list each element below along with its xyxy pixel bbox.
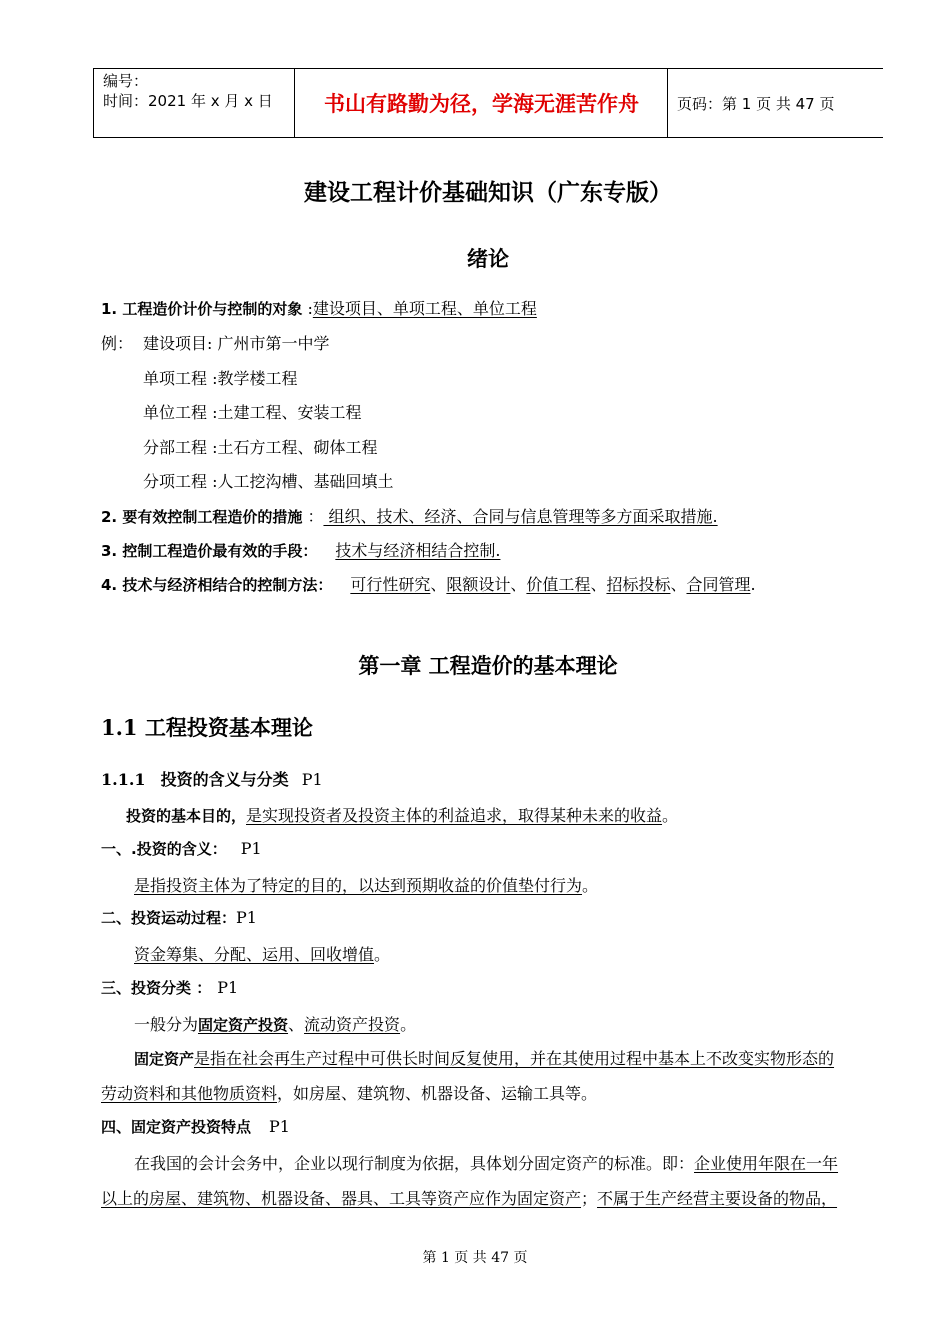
heading-2-label: 二、投资运动过程： [101,909,237,927]
header-meta [103,71,273,111]
current-asset-investment: 流动资产投资 [304,1015,401,1034]
item-2-value: 组织、技术、经济、合同与信息管理等多方面采取措施. [323,507,718,526]
example-row [143,400,362,423]
header-motto: 书山有路勤为径，学海无涯苦作舟 [324,91,639,116]
heading-1-end: 。 [582,876,599,895]
subsection-title: 投资的含义与分类 [160,770,289,789]
heading-2 [101,907,257,928]
heading-2-ref: P1 [236,908,257,927]
example-term: 分部工程 [143,438,208,457]
method-item: 价值工程 [526,575,591,594]
example-row [143,435,378,458]
example-value: 广州市第一中学 [217,334,330,353]
heading-1-text [134,873,598,896]
accounting-exclusion: 不属于生产经营主要设备的物品， [597,1189,838,1208]
example-term: 分项工程 [143,472,208,491]
example-label: 例： [101,334,134,353]
example-value: 教学楼工程 [217,369,298,388]
purpose-end: 。 [662,806,679,825]
purpose-label: 投资的基本目的， [126,807,247,825]
heading-1-ref: P1 [240,839,262,858]
header-border-left [93,69,94,137]
document-title: 建设工程计价基础知识（广东专版） [304,179,672,206]
heading-3-text [134,1012,416,1035]
method-sep: 、 [670,575,687,594]
heading-4 [101,1116,290,1137]
example-sep: : [207,472,218,491]
heading-3-label: 三、投资分类 ： [101,979,212,997]
subsection-heading [101,767,323,790]
item-3 [101,538,500,561]
fixed-asset-examples: ，如房屋、建筑物、机器设备、运输工具等。 [277,1084,598,1103]
page-footer: 第 1 页 共 47 页 [422,1250,528,1266]
intro-heading: 绪论 [467,246,509,271]
fixed-asset-def: 是指在社会再生产过程中可供长时间反复使用，并在其使用过程中基本上不改变实物形态的 [194,1049,835,1068]
example-row [143,331,330,354]
item-1-label: 1. 工程造价计价与控制的对象 [101,300,303,318]
heading-4-ref: P1 [269,1117,290,1136]
example-row [143,469,394,492]
item-1-value: 建设项目、单项工程、单位工程 [312,299,537,318]
section-title: 1.1 工程投资基本理论 [101,715,313,740]
subsection-number: 1.1.1 [101,770,146,789]
method-sep: 、 [590,575,607,594]
heading-3 [101,977,238,998]
header-number-label: 编号： [103,72,149,90]
example-value: 土建工程、安装工程 [217,403,362,422]
fixed-asset-def-cont: 劳动资料和其他物质资料 [101,1084,278,1103]
heading-2-def: 资金筹集、分配、运用、回收增值 [134,945,375,964]
heading-2-end: 。 [374,945,391,964]
heading-1-def: 是指投资主体为了特定的目的，以达到预期收益的价值垫付行为 [134,876,583,895]
purpose-line [126,803,678,826]
item-4-label: 4. 技术与经济相结合的控制方法： [101,576,333,594]
accounting-criteria-cont: 以上的房屋、建筑物、机器设备、器具、工具等资产应作为固定资产 [101,1189,582,1208]
method-item: 招标投标 [606,575,671,594]
example-sep: : [207,369,218,388]
example-term: 建设项目 [143,334,208,353]
purpose-value: 是实现投资者及投资主体的利益追求，取得某种未来的收益 [246,806,663,825]
heading-1 [101,838,262,859]
method-item: 合同管理 [686,575,751,594]
item-2-label: 2. 要有效控制工程造价的措施 [101,508,303,526]
method-sep: 、 [510,575,527,594]
item-4 [101,572,756,595]
item-2 [101,504,718,527]
item-1 [101,296,537,319]
item-2-colon: ： [302,507,324,526]
method-end: . [750,575,756,594]
accounting-line-2 [101,1186,837,1209]
heading-3-sep: 、 [288,1015,305,1034]
example-row [143,366,298,389]
header-time-label: 时间：2021 年 x 月 x 日 [103,92,273,110]
accounting-pre: 在我国的会计会务中，企业以现行制度为依据，具体划分固定资产的标准。即： [134,1154,695,1173]
fixed-asset-line-2 [101,1081,597,1104]
heading-1-label: 一、.投资的含义： [101,840,227,858]
accounting-line-1 [134,1151,838,1174]
accounting-sep: ； [581,1189,598,1208]
method-item: 可行性研究 [350,575,431,594]
fixed-asset-line-1 [134,1046,834,1069]
example-sep: : [207,334,218,353]
example-sep: : [207,438,218,457]
example-term: 单项工程 [143,369,208,388]
method-item: 限额设计 [446,575,511,594]
example-value: 人工挖沟槽、基础回填土 [217,472,394,491]
item-1-colon: : [302,299,313,318]
page-header [93,68,883,138]
heading-3-end: 。 [400,1015,417,1034]
item-3-label: 3. 控制工程造价最有效的手段： [101,542,318,560]
fixed-asset-investment: 固定资产投资 [198,1016,289,1034]
heading-2-text [134,942,390,965]
heading-3-pre: 一般分为 [134,1015,199,1034]
heading-4-label: 四、固定资产投资特点 [101,1118,252,1136]
accounting-criteria: 企业使用年限在一年 [694,1154,839,1173]
chapter-title: 第一章 工程造价的基本理论 [358,653,618,678]
item-3-value: 技术与经济相结合控制. [335,541,501,560]
fixed-asset-label: 固定资产 [134,1050,195,1068]
heading-3-ref: P1 [217,978,239,997]
subsection-ref: P1 [301,770,323,789]
example-sep: : [207,403,218,422]
example-value: 土石方工程、砌体工程 [217,438,378,457]
method-sep: 、 [430,575,447,594]
header-page-info: 页码：第 1 页 共 47 页 [677,95,835,113]
example-term: 单位工程 [143,403,208,422]
